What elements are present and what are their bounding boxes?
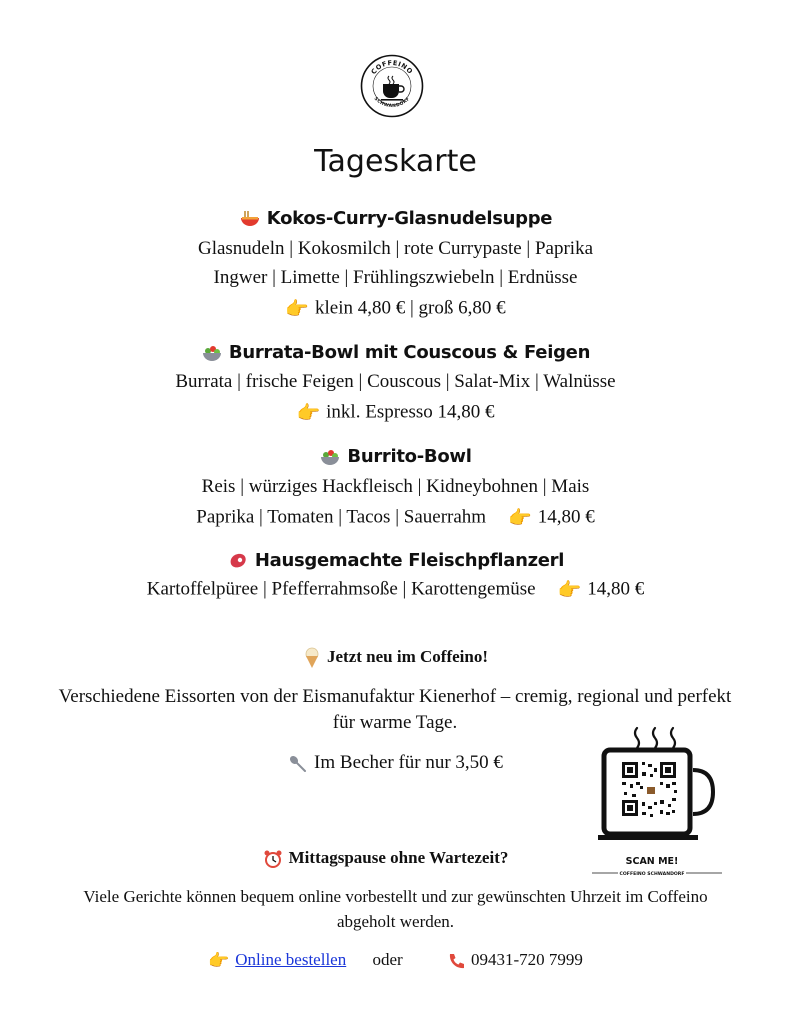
meat-icon — [227, 550, 249, 572]
noodle-bowl-icon — [239, 208, 261, 230]
contact-row — [0, 950, 791, 971]
dish-1-line-2: Ingwer | Limette | Frühlingszwiebeln | Erdnüsse — [213, 267, 578, 288]
logo-bottom-text: SCHWANDORF — [372, 96, 412, 110]
pointing-hand-icon: 👉 — [285, 299, 310, 320]
ice-cream-heading-row — [0, 647, 791, 669]
qr-scan-label: SCAN ME! — [625, 856, 679, 867]
dish-2-price: inkl. Espresso 14,80 € — [326, 401, 495, 423]
phone-number[interactable]: 09431-720 7999 — [470, 950, 583, 969]
dish-2-heading — [0, 342, 791, 364]
phone-icon — [447, 952, 465, 970]
dish-1-price: klein 4,80 € | groß 6,80 € — [315, 297, 506, 319]
salad-bowl-icon — [201, 342, 223, 364]
dish-2-name: Burrata-Bowl mit Couscous & Feigen — [228, 342, 591, 363]
dish-4-heading — [0, 550, 791, 572]
coffeino-logo — [360, 54, 424, 118]
dish-3-line-2: Paprika | Tomaten | Tacos | Sauerrahm — [196, 506, 487, 528]
pointing-hand-icon: 👉 — [296, 403, 321, 424]
dish-1-name: Kokos-Curry-Glasnudelsuppe — [266, 208, 553, 229]
qr-sub-label: COFFEINO SCHWANDORF — [619, 872, 685, 877]
spoon-icon — [288, 754, 308, 774]
ice-cream-icon — [303, 647, 321, 669]
ice-cream-price: Im Becher für nur 3,50 € — [314, 752, 503, 773]
salad-bowl-icon — [319, 446, 341, 468]
pointing-hand-icon: 👉 — [508, 508, 532, 529]
logo-top-text: COFFEINO — [369, 58, 415, 76]
pointing-hand-icon: 👉 — [557, 580, 582, 601]
dish-4-line-1: Kartoffelpüree | Pfefferrahmsoße | Karottengemüse — [146, 578, 536, 600]
dish-1-heading — [0, 208, 791, 230]
pointing-hand-icon: 👉 — [208, 951, 230, 971]
or-label: oder — [372, 950, 403, 969]
dish-4-price: 14,80 € — [587, 578, 645, 600]
dish-1-line-1: Glasnudeln | Kokosmilch | rote Currypaste | Paprika — [197, 238, 594, 259]
online-order-link[interactable]: Online bestellen — [235, 950, 347, 969]
dish-1-price-row — [0, 297, 791, 321]
dish-3-price: 14,80 € — [537, 506, 595, 528]
dish-4-line-row — [0, 578, 791, 602]
ice-cream-text: Verschiedene Eissorten von der Eismanufaktur Kienerhof – cremig, regional und perfekt für warme Tage. — [58, 686, 732, 733]
page-title: Tageskarte — [314, 144, 477, 179]
alarm-clock-icon — [263, 849, 283, 869]
steam-icon — [635, 728, 675, 748]
lunch-heading: Mittagspause ohne Wartezeit? — [288, 848, 509, 867]
lunch-heading-row — [0, 848, 781, 869]
dish-3-line-2-row — [0, 506, 791, 530]
dish-2-line-1: Burrata | frische Feigen | Couscous | Salat-Mix | Walnüsse — [175, 371, 616, 392]
dish-3-line-1: Reis | würziges Hackfleisch | Kidneybohnen | Mais — [201, 476, 590, 497]
dish-3-name: Burrito-Bowl — [347, 446, 472, 467]
dish-4-name: Hausgemachte Fleischpflanzerl — [254, 550, 565, 571]
dish-3-heading — [0, 446, 791, 468]
dish-2-price-row — [0, 401, 791, 425]
lunch-text: Viele Gerichte können bequem online vorbestellt und zur gewünschten Uhrzeit im Coffeino abgeholt werden. — [83, 887, 708, 931]
ice-cream-heading: Jetzt neu im Coffeino! — [327, 647, 488, 666]
